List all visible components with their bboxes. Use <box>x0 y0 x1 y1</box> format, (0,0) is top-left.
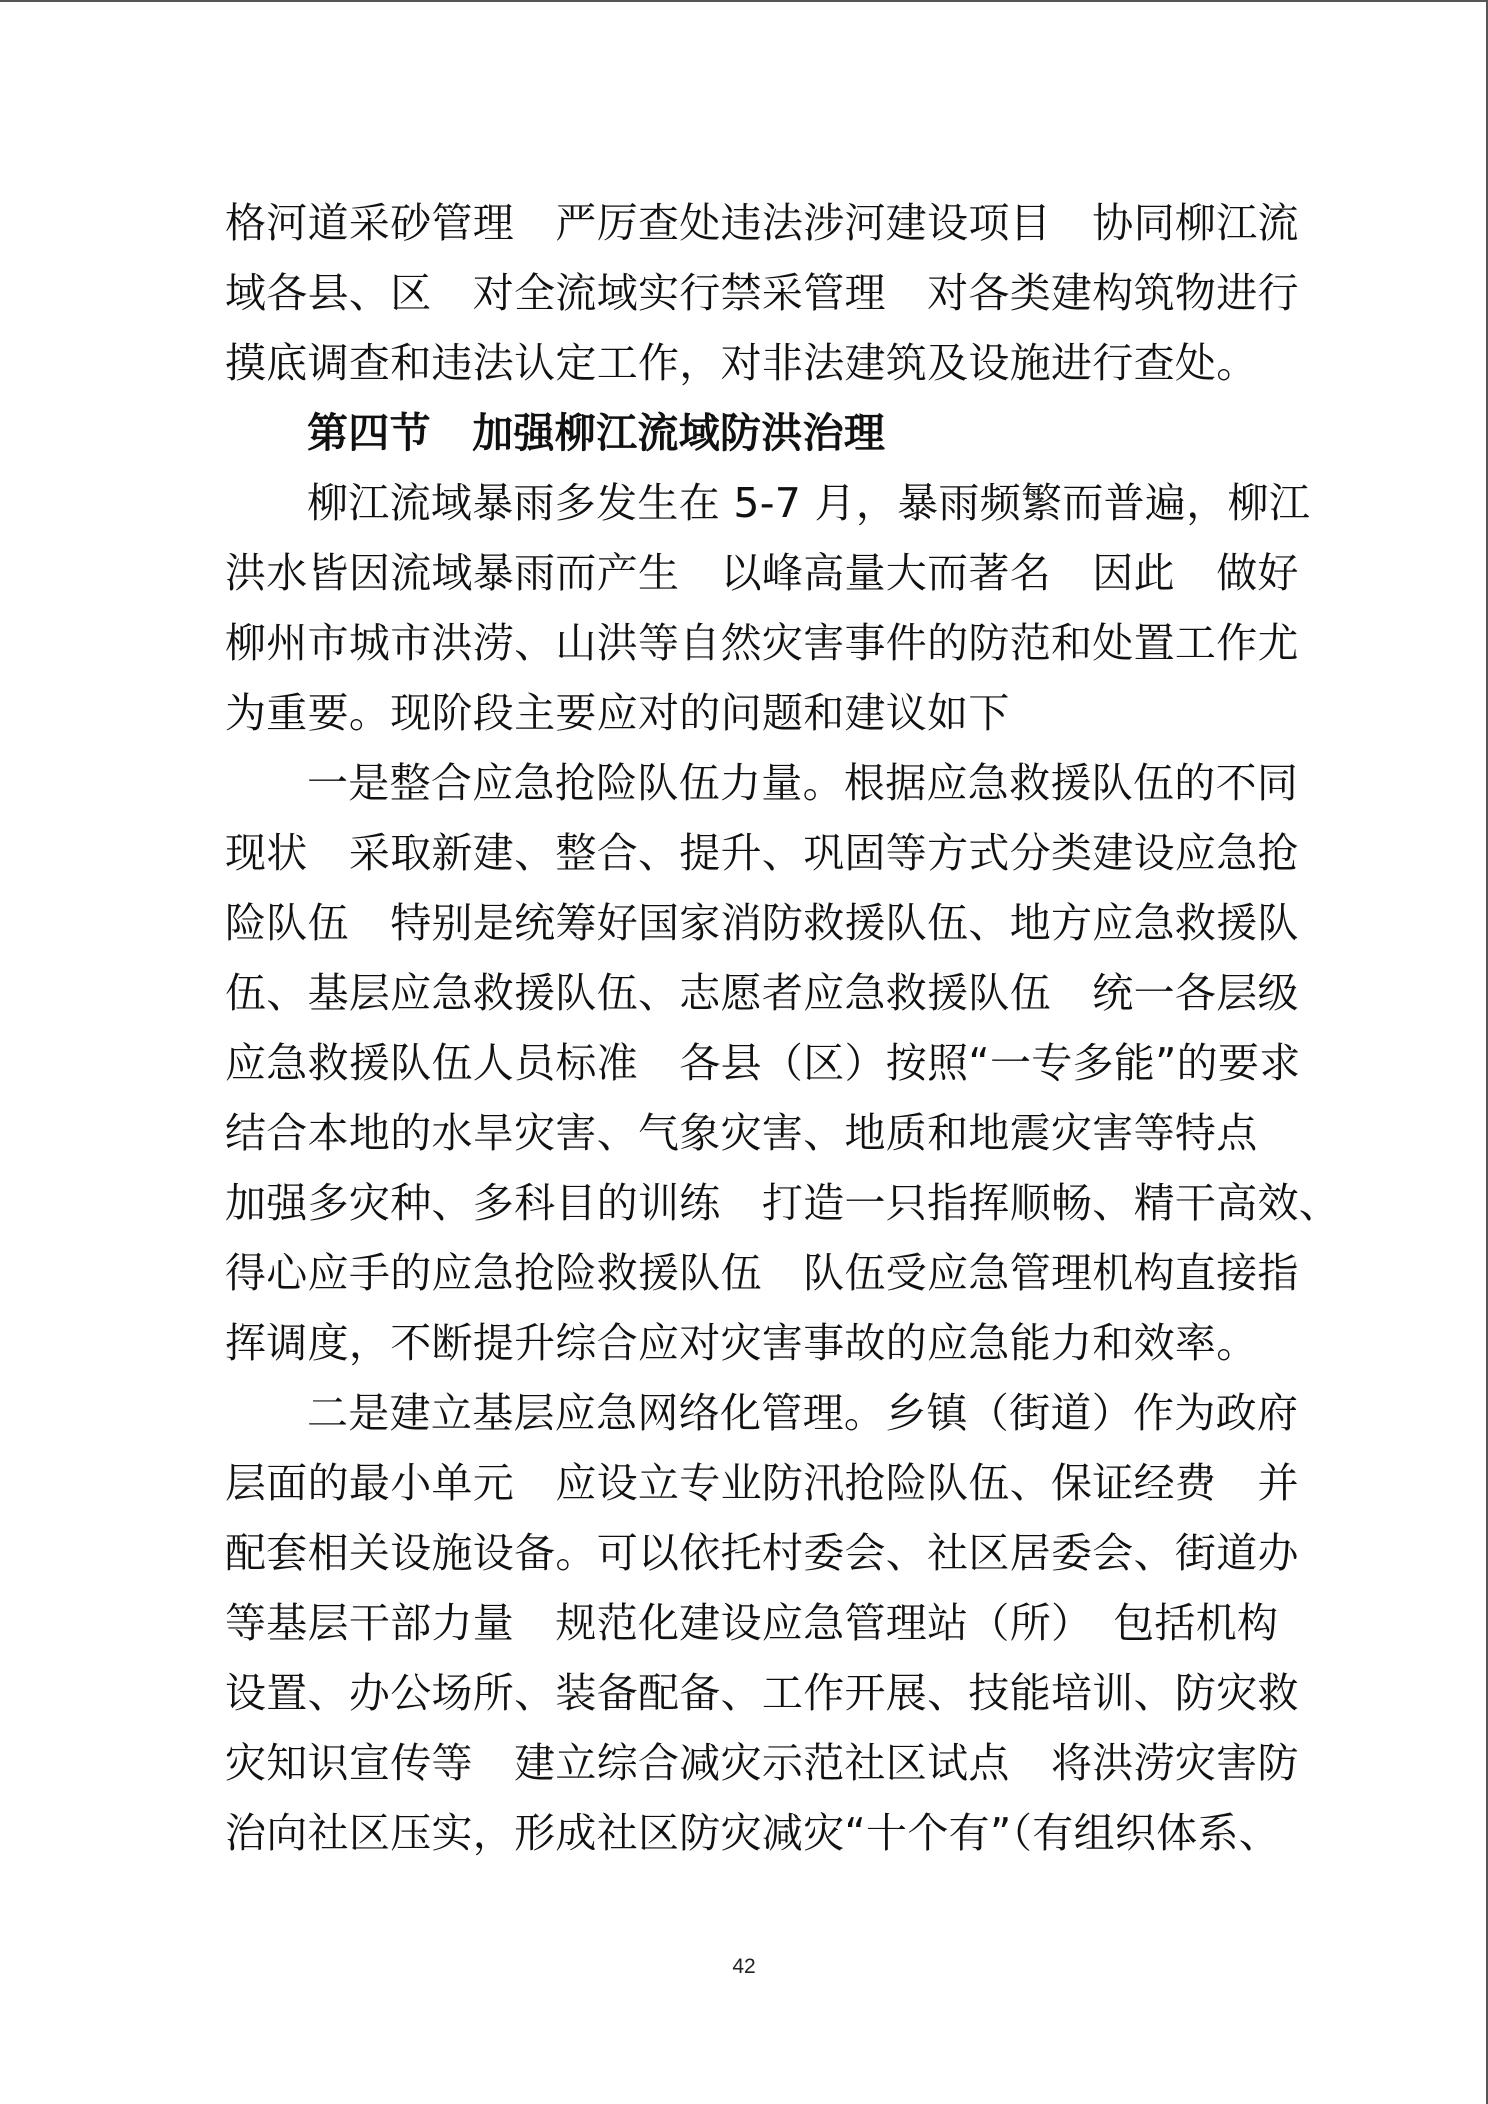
body-line: 配套相关设施设备。可以依托村委会、社区居委会、街道办 <box>225 1529 1299 1577</box>
body-line: 加强多灾种、多科目的训练 打造一只指挥顺畅、精干高效、 <box>225 1179 1341 1227</box>
body-line: 设置、办公场所、装备配备、工作开展、技能培训、防灾救 <box>225 1669 1299 1717</box>
body-line: 治向社区压实，形成社区防灾减灾“十个有”（有组织体系、 <box>225 1809 1281 1857</box>
body-line: 险队伍 特别是统筹好国家消防救援队伍、地方应急救援队 <box>225 899 1299 947</box>
body-line: 伍、基层应急救援队伍、志愿者应急救援队伍 统一各层级 <box>225 969 1299 1017</box>
body-line: 洪水皆因流域暴雨而产生 以峰高量大而著名 因此 做好 <box>225 549 1299 597</box>
paragraph-first-line: 柳江流域暴雨多发生在 5-7 月，暴雨频繁而普遍，柳江 <box>307 479 1311 527</box>
top-border <box>0 0 1488 2</box>
page-body <box>225 188 1341 1868</box>
body-line: 灾知识宣传等 建立综合减灾示范社区试点 将洪涝灾害防 <box>225 1739 1299 1787</box>
body-line: 应急救援队伍人员标准 各县（区）按照“一专多能”的要求 <box>225 1039 1301 1087</box>
paragraph-first-line: 一是整合应急抢险队伍力量。根据应急救援队伍的不同 <box>307 759 1299 807</box>
body-line: 柳州市城市洪涝、山洪等自然灾害事件的防范和处置工作尤 <box>225 619 1299 667</box>
body-line: 为重要。现阶段主要应对的问题和建议如下 <box>225 689 1010 737</box>
body-line: 结合本地的水旱灾害、气象灾害、地质和地震灾害等特点 <box>225 1109 1258 1157</box>
body-line: 挥调度，不断提升综合应对灾害事故的应急能力和效率。 <box>225 1319 1258 1367</box>
body-line: 等基层干部力量 规范化建设应急管理站（所） 包括机构 <box>225 1599 1279 1647</box>
body-line: 现状 采取新建、整合、提升、巩固等方式分类建设应急抢 <box>225 829 1299 877</box>
body-line: 域各县、区 对全流域实行禁采管理 对各类建构筑物进行 <box>225 269 1299 317</box>
body-line: 层面的最小单元 应设立专业防汛抢险队伍、保证经费 并 <box>225 1459 1299 1507</box>
body-line: 格河道采砂管理 严厉查处违法涉河建设项目 协同柳江流 <box>225 199 1299 247</box>
section-heading: 第四节 加强柳江流域防洪治理 <box>307 409 886 457</box>
page-number: 42 <box>732 1955 756 1978</box>
body-line: 得心应手的应急抢险救援队伍 队伍受应急管理机构直接指 <box>225 1249 1299 1297</box>
body-line: 摸底调查和违法认定工作，对非法建筑及设施进行查处。 <box>225 339 1258 387</box>
paragraph-first-line: 二是建立基层应急网络化管理。乡镇（街道）作为政府 <box>307 1389 1299 1437</box>
